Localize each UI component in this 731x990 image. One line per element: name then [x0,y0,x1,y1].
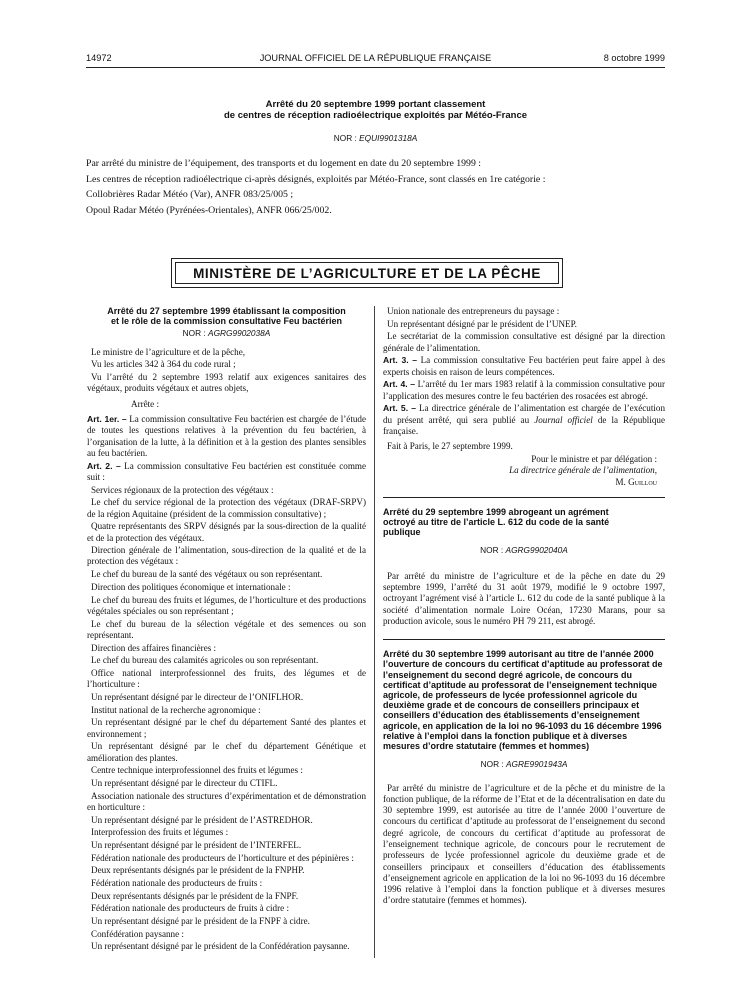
list-item: Le chef du bureau de la santé des végétaux ou son représentant. [91,569,323,580]
paragraph: Vu les articles 342 à 364 du code rural ; [91,359,236,370]
header-divider [86,67,665,68]
list-item: Un représentant désigné par le président de l’ASTREDHOR. [91,814,313,825]
list-item: Le chef du bureau de la sélection végétale et des semences ou son représentant. [87,618,366,640]
arrete-body [86,156,665,218]
paragraph: Le ministre de l’agriculture et de la pêche, [91,346,246,357]
article-5: Art. 5. – La directrice générale de l’alimentation est chargée de l’exécution du présent arrêté, qui sera publié au Journal officiel de la République française. [383,403,665,436]
paragraph: Les centres de réception radioélectrique ci-après désignés, exploités par Météo-France, sont classés en 1re catégorie : [86,173,546,185]
list-item: Un représentant désigné par le président de la Confédération paysanne. [91,941,350,952]
list-item: Un représentant désigné par le chef du département Génétique et amélioration des plantes. [87,741,366,763]
list-item: Direction générale de l’alimentation, sous-direction de la qualité et de la protection des végétaux : [87,545,366,567]
ministry-heading: MINISTÈRE DE L’AGRICULTURE ET DE LA PÊCHE [175,262,559,284]
ministry-heading-box [171,258,563,288]
arrete-meteo-france [86,99,665,218]
article-4: Art. 4. – L’arrêté du 1er mars 1983 relatif à la commission consultative pour l’application des mesures contre le feu bactérien des rosacées est abrogé. [383,379,665,401]
paragraph: Par arrêté du ministre de l’équipement, des transports et du logement en date du 20 septembre 1999 : [86,158,482,169]
list-item: Un représentant désigné par le chef du département Santé des plantes et environnement ; [87,717,366,739]
list-item: Le chef du service régional de la protection des végétaux (DRAF-SRPV) de la région Aquitaine (président de la commission consultative) ; [87,497,366,519]
list-item: Office national interprofessionnel des fruits, des légumes et de l’horticulture : [87,667,366,690]
paragraph: Par arrêté du ministre de l’agriculture et de la pêche et du ministre de la fonction publique, de la réforme de l’Etat et de la décentralisation en date du 30 septembre 1999, est autorisée au titre de l’année 2000 l’ouverture de concours du certificat d’aptitude au professorat de l’enseignement du second degré agricole, de concours du certificat d’aptitude au professorat de l’enseignement technique agricole, de concours pour le recrutement de professeurs de lycée professionnel agricole du deuxième grade et de conseillers principaux et conseillers d’éducation des établissements d’enseignement agricole en application de la loi no 96-1093 du 16 décembre 1996 relative à l’emploi dans la fonction publique et à diverses mesures d’ordre statutaire (femmes et hommes). [383,782,665,906]
list-item: Union nationale des entrepreneurs du paysage : [387,306,560,316]
page-number: 14972 [86,53,112,63]
nor-reference: NOR : EQUI9901318A [333,133,418,143]
list-item: Le chef du bureau des fruits et légumes, de l’horticulture et des productions végétales spéciales ou son représentant ; [87,594,366,616]
column-divider [374,306,375,958]
paragraph: Le secrétariat de la commission consultative est désigné par la direction générale de l’alimentation. [383,331,665,353]
list-item: Quatre représentants des SRPV désignés par la sous-direction de la qualité et de la protection des végétaux. [87,521,366,543]
running-header [86,53,665,67]
list-item: Centre technique interprofessionnel des fruits et légumes : [91,765,303,776]
list-item: Un représentant désigné par le président de la FNPF à cidre. [91,916,310,927]
arrete-title: Arrêté du 27 septembre 1999 établissant la composition et le rôle de la commission consultative Feu bactérien [107,306,346,327]
list-item: Un représentant désigné par le directeur du CTIFL. [91,777,278,788]
list-item: Le chef du bureau des calamités agricoles ou son représentant. [91,655,319,666]
list-item: Interprofession des fruits et légumes : [91,827,229,838]
list-item: Fédération nationale des producteurs de fruits : [91,878,263,889]
paragraph: Collobrières Radar Météo (Var), ANFR 083/25/005 ; [86,189,294,200]
list-item: Un représentant désigné par le directeur de l’ONIFLHOR. [91,691,304,702]
arrete-title: Arrêté du 20 septembre 1999 portant classement de centres de réception radioélectrique exploités par Météo-France [223,99,528,121]
list-item: Un représentant désigné par le président de l’INTERFEL. [91,839,302,850]
arrete-title: Arrêté du 29 septembre 1999 abrogeant un agrément octroyé au titre de l’article L. 612 du code de la santé publique [383,506,610,538]
section-divider [383,639,665,640]
list-item: Deux représentants désignés par le président de la FNPHP. [91,865,305,876]
signature-block: Pour le ministre et par délégation : La directrice générale de l’alimentation, M. Guillou [509,453,657,487]
issue-date: 8 octobre 1999 [603,53,665,63]
list-item: Institut national de la recherche agronomique : [91,704,261,715]
paragraph: Arrête : [131,398,160,409]
nor-reference: NOR : AGRG9902040A [480,545,568,556]
right-column [383,306,665,908]
list-item: Services régionaux de la protection des végétaux : [91,484,274,495]
paragraph: Vu l’arrêté du 2 septembre 1993 relatif aux exigences sanitaires des végétaux, produits végétaux et autres objets, [87,372,366,394]
journal-title: JOURNAL OFFICIEL DE LA RÉPUBLIQUE FRANÇAISE [259,53,492,63]
nor-reference: NOR : AGRE9901943A [480,759,568,770]
done-at: Fait à Paris, le 27 septembre 1999. [387,441,513,452]
article-2: Art. 2. – La commission consultative Feu bactérien est constituée comme suit : [87,460,366,482]
list-item: Direction des politiques économique et internationale : [91,581,291,592]
list-item: Association nationale des structures d’expérimentation et de démonstration en horticulture : [87,790,366,812]
list-item: Fédération nationale des producteurs de fruits à cidre : [91,903,289,914]
list-item: Fédération nationale des producteurs de l’horticulture et des pépinières : [91,852,354,863]
list-item: Deux représentants désignés par le président de la FNPF. [91,890,299,901]
left-column [87,306,366,954]
nor-reference: NOR : AGRG9902038A [182,328,271,339]
list-item: Un représentant désigné par le président de l’UNEP. [387,318,577,329]
article-3: Art. 3. – La commission consultative Feu bactérien peut faire appel à des experts choisis en raison de leurs compétences. [383,355,665,377]
paragraph: Par arrêté du ministre de l’agriculture et de la pêche en date du 29 septembre 1999, l’arrêté du 31 août 1979, modifié le 9 octobre 1997, octroyant l’agrément visé à l’article L. 612 du code de la santé publique à la société d’alimentation normale Loire Océan, 17230 Marans, pour sa production avicole, sous le numéro PH 79 211, est abrogé. [383,570,665,626]
section-divider [383,497,665,498]
arrete-title: Arrêté du 30 septembre 1999 autorisant au titre de l’année 2000 l’ouverture de concours du certificat d’aptitude au professorat de l’enseignement du second degré agricole, de concours du certificat d’aptitude au professorat de l’enseignement technique agricole, de professeurs de lycée professionnel agricole du deuxième grade et de concours de conseillers principaux et conseillers d’éducation des établissements d’enseignement agricole, en application de la loi no 96-1093 du 16 décembre 1996 relative à l’emploi dans la fonction publique et à diverses mesures d’ordre statutaire (femmes et hommes) [383,649,663,752]
paragraph: Opoul Radar Météo (Pyrénées-Orientales), ANFR 066/25/002. [86,204,332,216]
list-item: Direction des affaires financières : [91,642,217,653]
list-item: Confédération paysanne : [91,928,184,939]
article-1: Art. 1er. – La commission consultative Feu bactérien est chargée de l’étude de toutes les questions relatives à la prévention du feu bactérien, à l’organisation de la lutte, à la définition et à la gestion des plantes sensibles au feu bactérien. [87,413,366,458]
